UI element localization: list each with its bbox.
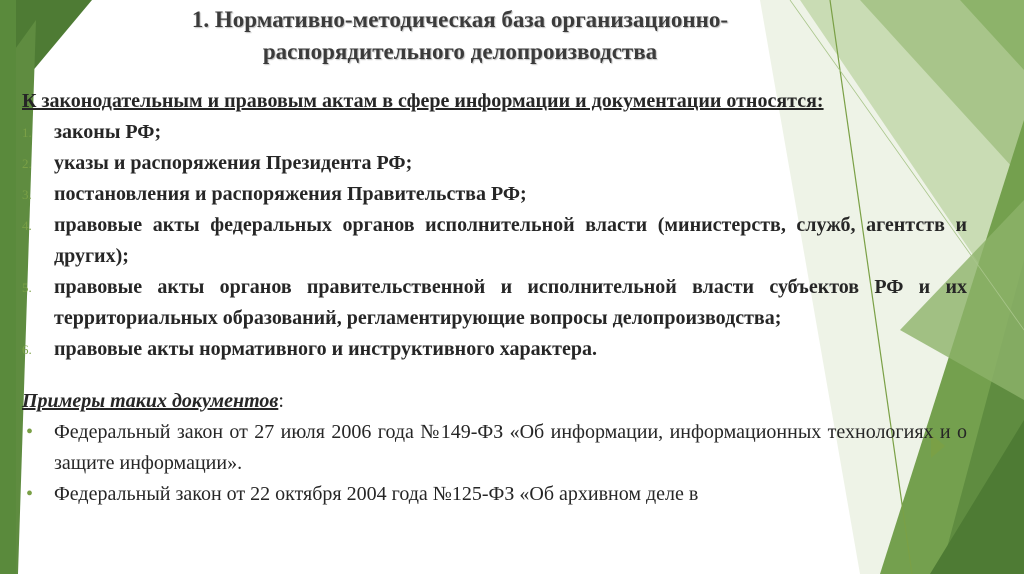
list-item	[22, 479, 967, 510]
list-item-number: 6.	[22, 342, 32, 357]
list-item-number: 4.	[22, 218, 32, 233]
list-item	[22, 417, 967, 479]
list-item-number: 5.	[22, 280, 32, 295]
list-item-text: постановления и распоряжения Правительства РФ;	[54, 183, 527, 205]
list-item-number: 3.	[22, 187, 32, 202]
slide-title-line-1: 1. Нормативно-методическая база организационно-	[191, 7, 729, 32]
list-item	[22, 210, 967, 272]
list-item	[22, 334, 967, 365]
acts-list	[22, 117, 967, 365]
list-item	[22, 148, 967, 179]
examples-section	[22, 386, 967, 510]
slide-title	[60, 4, 860, 68]
examples-list	[22, 417, 967, 510]
examples-heading: Примеры таких документов	[22, 390, 279, 412]
list-item-text: указы и распоряжения Президента РФ;	[54, 152, 413, 174]
left-green-strip	[0, 0, 16, 574]
content-area	[22, 86, 967, 510]
list-item	[22, 179, 967, 210]
list-item-text: Федеральный закон от 27 июля 2006 года №149-ФЗ «Об информации, информационных технологиях и о защите информации».	[54, 421, 967, 474]
list-item-text: правовые акты нормативного и инструктивного характера.	[54, 338, 597, 360]
slide-title-line-2: распорядительного делопроизводства	[262, 39, 658, 64]
list-item-text: Федеральный закон от 22 октября 2004 года №125-ФЗ «Об архивном деле в	[54, 483, 699, 505]
list-item-text: правовые акты федеральных органов исполнительной власти (министерств, служб, агентств и других);	[54, 214, 967, 267]
bullet-icon: •	[26, 483, 34, 505]
list-item-number: 2.	[22, 156, 32, 171]
examples-heading-row	[22, 386, 967, 417]
list-item	[22, 272, 967, 334]
bullet-icon: •	[26, 421, 34, 443]
examples-heading-colon: :	[278, 390, 284, 412]
list-item-text: законы РФ;	[54, 121, 162, 143]
list-item-number: 1.	[22, 125, 32, 140]
list-item	[22, 117, 967, 148]
list-item-text: правовые акты органов правительственной и исполнительной власти субъектов РФ и их территориальных образований, регламентирующие вопросы делопроизводства;	[54, 276, 967, 329]
acts-heading: К законодательным и правовым актам в сфере информации и документации относятся:	[22, 90, 824, 112]
